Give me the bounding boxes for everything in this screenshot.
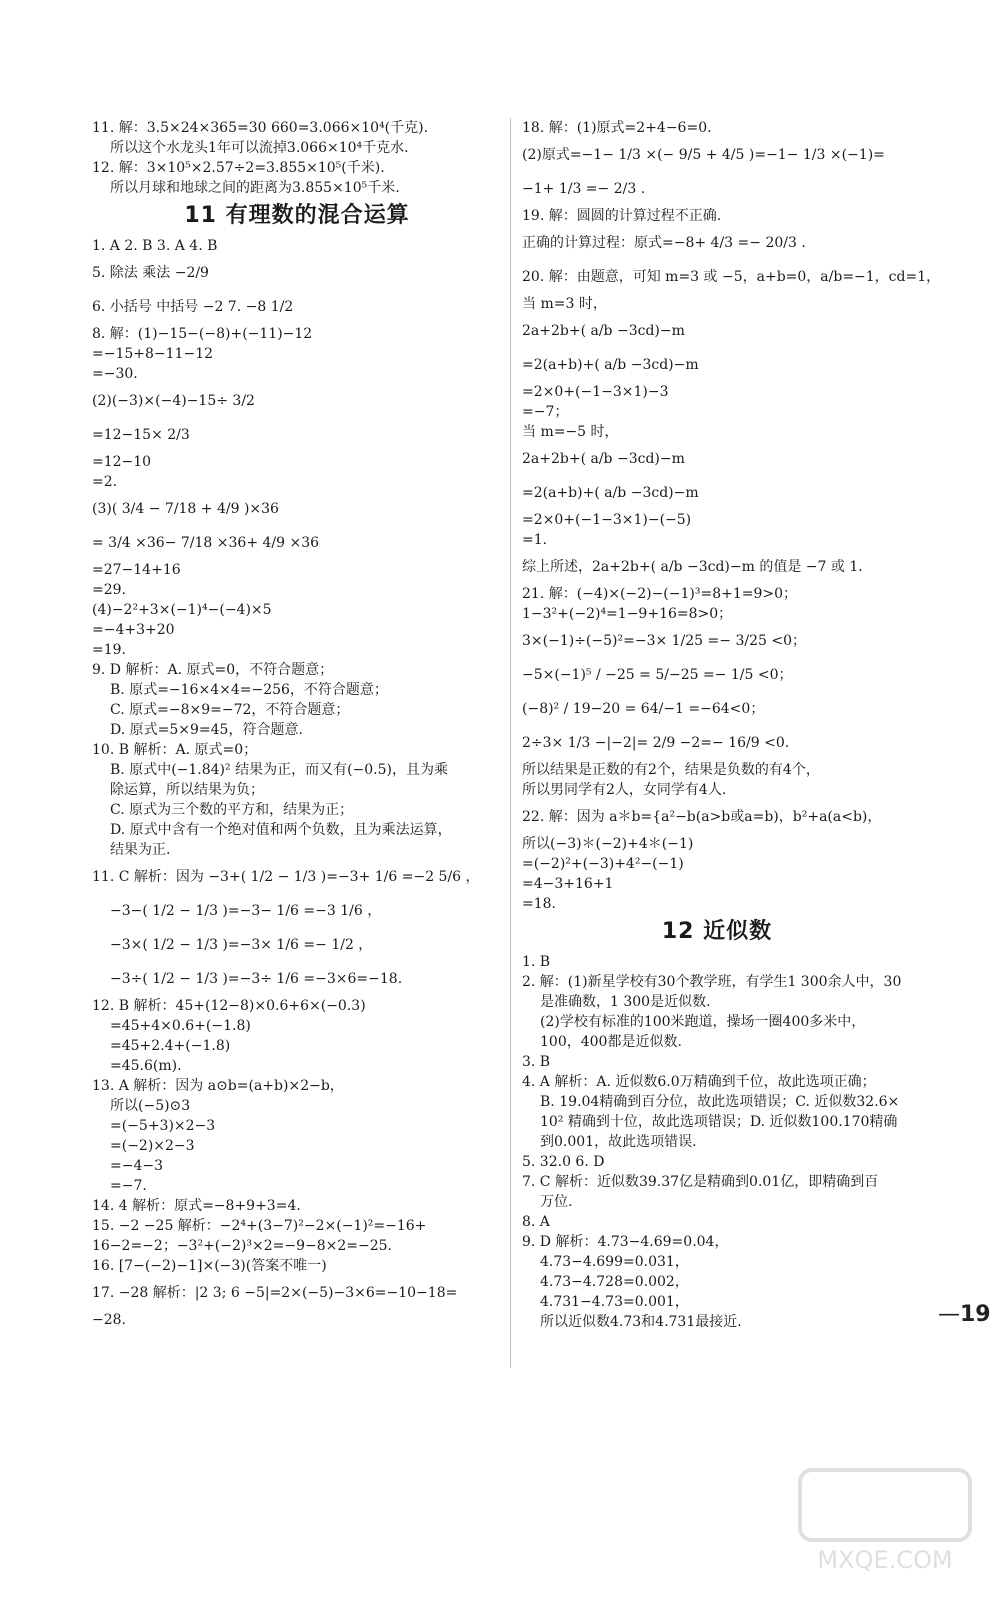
answer-line: 11. 解：3.5×24×365=30 660=3.066×10⁴(千克). — [92, 120, 429, 136]
answer-line: 5. 32.0 6. D — [522, 1154, 605, 1170]
answer-line: =(−2)²+(−3)+4²−(−1) — [522, 856, 684, 872]
answer-line: =−7； — [522, 404, 569, 420]
answer-line: 所以(−5)⊙3 — [110, 1098, 191, 1114]
answer-line: = 3/4 ×36− 7/18 ×36+ 4/9 ×36 — [92, 535, 320, 551]
answer-line: =(−2)×2−3 — [110, 1138, 195, 1154]
answer-line: −5×(−1)⁵ / −25 = 5/−25 =− 1/5 <0； — [522, 667, 793, 683]
answer-line: =2(a+b)+( a/b −3cd)−m — [522, 485, 699, 501]
answer-line: 结果为正. — [110, 842, 171, 858]
answer-line: 当 m=−5 时， — [522, 424, 619, 440]
answer-line: 12. B 解析：45+(12−8)×0.6+6×(−0.3) — [92, 998, 366, 1014]
answer-line: D. 原式中含有一个绝对值和两个负数，且为乘法运算， — [110, 822, 452, 838]
answer-line: −3×( 1/2 − 1/3 )=−3× 1/6 =− 1/2 ， — [110, 937, 373, 953]
answer-line: 3. B — [522, 1054, 551, 1070]
answer-line: 4. A 解析：A. 近似数6.0万精确到千位，故此选项正确； — [522, 1074, 876, 1090]
answer-line: −1+ 1/3 =− 2/3 . — [522, 181, 646, 197]
answer-line: =2. — [92, 474, 118, 490]
answer-line: (−8)² / 19−20 = 64/−1 =−64<0； — [522, 701, 765, 717]
section-heading: 11 有理数的混合运算 — [184, 203, 410, 228]
answer-line: 21. 解：(−4)×(−2)−(−1)³=8+1=9>0； — [522, 586, 798, 602]
answer-line: −28. — [92, 1312, 126, 1328]
answer-line: =2×0+(−1−3×1)−(−5) — [522, 512, 692, 528]
answer-line: 18. 解：(1)原式=2+4−6=0. — [522, 120, 712, 136]
answer-line: =−4−3 — [110, 1158, 164, 1174]
answer-line: 11. C 解析：因为 −3+( 1/2 − 1/3 )=−3+ 1/6 =−2 5/6 ， — [92, 869, 480, 885]
answer-line: 2a+2b+( a/b −3cd)−m — [522, 451, 685, 467]
answer-line: 1. B — [522, 954, 551, 970]
answer-line: 16−2=−2；−3²+(−2)³×2=−9−8×2=−25. — [92, 1238, 392, 1254]
answer-line: =(−5+3)×2−3 — [110, 1118, 216, 1134]
column-divider — [510, 118, 511, 1368]
answer-line: =45+4×0.6+(−1.8) — [110, 1018, 251, 1034]
answer-line: 8. 解：(1)−15−(−8)+(−11)−12 — [92, 326, 313, 342]
answer-line: =2(a+b)+( a/b −3cd)−m — [522, 357, 699, 373]
answer-line: B. 原式中(−1.84)² 结果为正，而又有(−0.5)，且为乘 — [110, 762, 448, 778]
answer-line: =−7. — [110, 1178, 147, 1194]
answer-line: =29. — [92, 582, 126, 598]
watermark-text: MXQE.COM — [817, 1546, 953, 1574]
answer-line: −3−( 1/2 − 1/3 )=−3− 1/6 =−3 1/6 ， — [110, 903, 382, 919]
answer-line: 7. C 解析：近似数39.37亿是精确到0.01亿，即精确到百 — [522, 1174, 879, 1190]
section-heading: 12 近似数 — [661, 919, 773, 944]
answer-line: 当 m=3 时， — [522, 296, 607, 312]
answer-line: 4.73−4.699=0.031， — [540, 1254, 689, 1270]
answer-line: (4)−2²+3×(−1)⁴−(−4)×5 — [92, 602, 272, 618]
answer-line: =45+2.4+(−1.8) — [110, 1038, 231, 1054]
answer-line: =−4+3+20 — [92, 622, 175, 638]
answer-line: 正确的计算过程：原式=−8+ 4/3 =− 20/3 . — [522, 235, 806, 251]
answer-line: 10. B 解析：A. 原式=0； — [92, 742, 258, 758]
answer-line: 所以结果是正数的有2个，结果是负数的有4个， — [522, 762, 820, 778]
answer-line: 13. A 解析：因为 a⊙b=(a+b)×2−b， — [92, 1078, 344, 1094]
answer-line: 2a+2b+( a/b −3cd)−m — [522, 323, 685, 339]
answer-line: =12−15× 2/3 — [92, 427, 190, 443]
answer-line: 到0.001，故此选项错误. — [540, 1134, 697, 1150]
answer-line: 5. 除法 乘法 −2/9 — [92, 265, 209, 281]
answer-line: −3÷( 1/2 − 1/3 )=−3÷ 1/6 =−3×6=−18. — [110, 971, 403, 987]
watermark-logo — [790, 1460, 980, 1580]
answer-line: 2÷3× 1/3 −|−2|= 2/9 −2=− 16/9 <0. — [522, 735, 790, 751]
answer-line: 除运算，所以结果为负； — [110, 782, 264, 798]
answer-line: 4.73−4.728=0.002， — [540, 1274, 689, 1290]
answer-line: 20. 解：由题意，可知 m=3 或 −5，a+b=0，a/b=−1，cd=1， — [522, 269, 941, 285]
answer-line: 所以月球和地球之间的距离为3.855×10⁵千米. — [110, 180, 400, 196]
answer-line: 1. A 2. B 3. A 4. B — [92, 238, 218, 254]
answer-line: =12−10 — [92, 454, 152, 470]
answer-line: 19. 解：圆圆的计算过程不正确. — [522, 208, 722, 224]
answer-line: 所以(−3)＊(−2)+4＊(−1) — [522, 836, 694, 852]
answer-line: C. 原式=−8×9=−72，不符合题意； — [110, 702, 350, 718]
answer-line: =1. — [522, 532, 548, 548]
answer-line: 22. 解：因为 a＊b={a²−b(a>b或a=b)，b²+a(a<b)， — [522, 809, 882, 825]
answer-line: 3×(−1)÷(−5)²=−3× 1/25 =− 3/25 <0； — [522, 633, 806, 649]
answer-line: 16. [7−(−2)−1]×(−3)(答案不唯一) — [92, 1258, 327, 1274]
answer-line: 4.731−4.73=0.001， — [540, 1294, 689, 1310]
answer-line: 10² 精确到十位，故此选项错误；D. 近似数100.170精确 — [540, 1114, 898, 1130]
answer-line: (2)(−3)×(−4)−15÷ 3/2 — [92, 393, 255, 409]
answer-line: =45.6(m). — [110, 1058, 182, 1074]
answer-line: 综上所述，2a+2b+( a/b −3cd)−m 的值是 −7 或 1. — [522, 559, 863, 575]
answer-line: =−30. — [92, 366, 138, 382]
answer-line: 所以这个水龙头1年可以流掉3.066×10⁴千克水. — [110, 140, 409, 156]
answer-line: =27−14+16 — [92, 562, 181, 578]
answer-line: C. 原式为三个数的平方和，结果为正； — [110, 802, 354, 818]
right-column — [522, 118, 941, 1332]
answer-line: =19. — [92, 642, 126, 658]
answer-line: (3)( 3/4 − 7/18 + 4/9 )×36 — [92, 501, 279, 517]
answer-line: 15. −2 −25 解析：−2⁴+(3−7)²−2×(−1)²=−16+ — [92, 1218, 427, 1234]
answer-line: (2)学校有标准的100米跑道，操场一圈400多米中， — [540, 1014, 866, 1030]
answer-line: 9. D 解析：4.73−4.69=0.04， — [522, 1234, 729, 1250]
left-column — [92, 118, 502, 1330]
answer-line: 8. A — [522, 1214, 550, 1230]
answer-line: D. 原式=5×9=45，符合题意. — [110, 722, 303, 738]
answer-line: B. 19.04精确到百分位，故此选项错误；C. 近似数32.6× — [540, 1094, 900, 1110]
answer-line: 100，400都是近似数. — [540, 1034, 682, 1050]
answer-line: 所以近似数4.73和4.731最接近. — [540, 1314, 742, 1330]
answer-line: 17. −28 解析：|2 3; 6 −5|=2×(−5)−3×6=−10−18= — [92, 1285, 458, 1301]
answer-line: =4−3+16+1 — [522, 876, 614, 892]
answer-line: =18. — [522, 896, 556, 912]
answer-line: 12. 解：3×10⁵×2.57÷2=3.855×10⁵(千米). — [92, 160, 385, 176]
answer-line: =−15+8−11−12 — [92, 346, 214, 362]
answer-line: B. 原式=−16×4×4=−256，不符合题意； — [110, 682, 388, 698]
answer-line: 万位. — [540, 1194, 573, 1210]
page-number: — 19 — [938, 1302, 991, 1327]
answer-line: 是准确数，1 300是近似数. — [540, 994, 711, 1010]
answer-line: 6. 小括号 中括号 −2 7. −8 1/2 — [92, 299, 294, 315]
answer-line: 所以男同学有2人，女同学有4人. — [522, 782, 727, 798]
answer-line: 2. 解：(1)新星学校有30个教学班，有学生1 300余人中，30 — [522, 974, 902, 990]
answer-line: 14. 4 解析：原式=−8+9+3=4. — [92, 1198, 301, 1214]
answer-line: 1−3²+(−2)⁴=1−9+16=8>0； — [522, 606, 733, 622]
answer-line: =2×0+(−1−3×1)−3 — [522, 384, 669, 400]
answer-line: 9. D 解析：A. 原式=0，不符合题意； — [92, 662, 334, 678]
answer-line: (2)原式=−1− 1/3 ×(− 9/5 + 4/5 )=−1− 1/3 ×(−1)= — [522, 147, 885, 163]
